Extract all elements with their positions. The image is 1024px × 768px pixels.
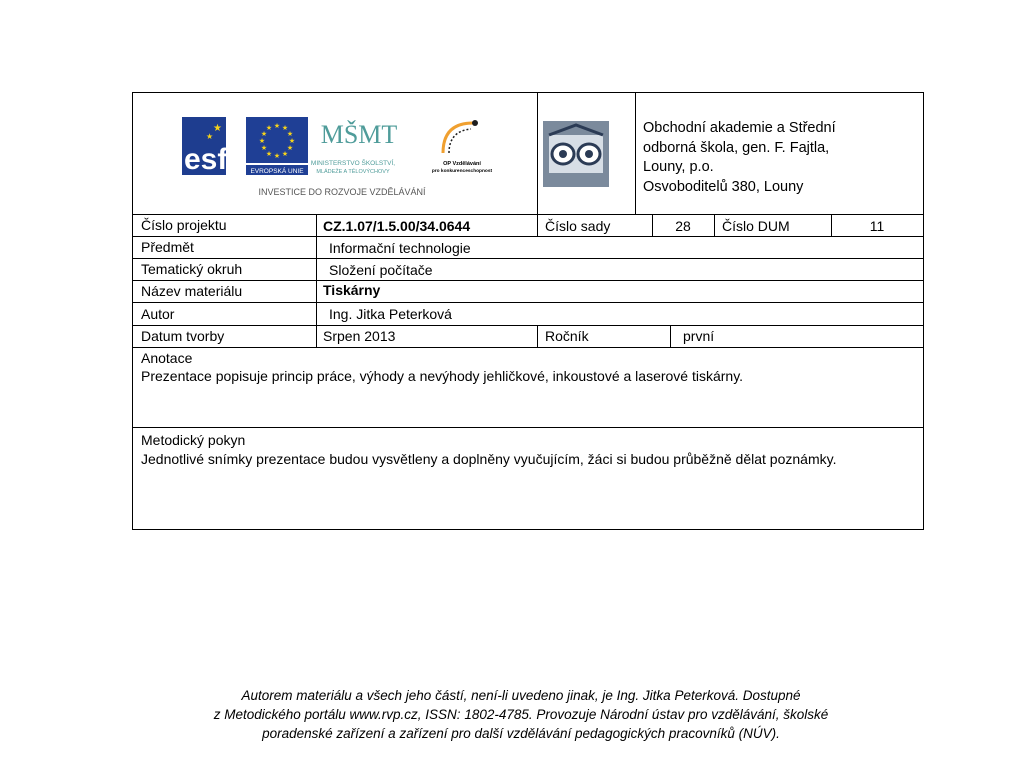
footer-line: Autorem materiálu a všech jeho částí, není-li uvedeno jinak, je Ing. Jitka Peterková. Dostupné [241, 688, 801, 703]
dum-number-label: Číslo DUM [722, 218, 790, 234]
date-value: Srpen 2013 [323, 328, 396, 344]
eu-flag-logo [246, 117, 308, 175]
svg-text:★: ★ [258, 138, 266, 145]
svg-text:★: ★ [265, 125, 273, 132]
op-logo [432, 119, 493, 175]
school-line: Louny, p.o. [643, 159, 714, 175]
row-divider [133, 302, 923, 303]
school-line: odborná škola, gen. F. Fajtla, [643, 139, 830, 156]
col-divider [537, 325, 538, 347]
subject-label: Předmět [141, 239, 194, 255]
esf-logo [182, 117, 228, 176]
row-divider [133, 258, 923, 259]
row-divider [133, 325, 923, 326]
row-divider [133, 280, 923, 281]
subject-value: Informační technologie [329, 240, 471, 256]
topic-value: Složení počítače [329, 262, 433, 278]
svg-text:★: ★ [286, 131, 294, 138]
msmt-subtitle: MLÁDEŽE A TĚLOVÝCHOVY [316, 169, 390, 175]
grade-value: první [683, 328, 715, 344]
annotation-text: Prezentace popisuje princip práce, výhody a nevýhody jehličkové, inkoustové a laserové tiskárny. [141, 368, 744, 384]
footer-line: z Metodického portálu www.rvp.cz, ISSN: 1802-4785. Provozuje Národní ústav pro vzdělávání, školské [213, 707, 829, 722]
col-divider [714, 214, 715, 236]
annotation-block [141, 350, 915, 385]
project-number-label: Číslo projektu [141, 217, 227, 233]
dum-number-value: 11 [869, 218, 885, 234]
svg-text:★: ★ [265, 151, 273, 158]
date-label: Datum tvorby [141, 328, 225, 344]
school-address [643, 119, 915, 197]
col-divider [670, 325, 671, 347]
footer-credits [150, 686, 892, 743]
svg-text:★: ★ [281, 125, 289, 132]
method-text: Jednotlivé snímky prezentace budou vysvětleny a doplněny vyučujícím, žáci si budou průběžně dělat poznámky. [141, 451, 837, 467]
col-divider [537, 214, 538, 236]
svg-text:★: ★ [273, 153, 281, 160]
esf-text: esf [184, 143, 228, 176]
school-logo [543, 121, 609, 187]
project-info-table [132, 92, 924, 530]
project-number-value: CZ.1.07/1.5.00/34.0644 [323, 218, 471, 234]
grade-label: Ročník [545, 328, 589, 344]
author-value: Ing. Jitka Peterková [329, 306, 452, 322]
school-line: Obchodní akademie a Střední [643, 120, 836, 136]
svg-text:★: ★ [286, 145, 294, 152]
method-label: Metodický pokyn [141, 432, 246, 448]
footer-line: poradenské zařízení a zařízení pro další vzdělávání pedagogických pracovníků (NÚV). [262, 726, 780, 741]
investice-banner: INVESTICE DO ROZVOJE VZDĚLÁVÁNÍ [258, 187, 426, 197]
svg-text:★: ★ [213, 123, 222, 134]
svg-text:★: ★ [206, 132, 214, 141]
op-text: pro konkurenceschopnost [431, 169, 493, 174]
svg-text:★: ★ [260, 145, 268, 152]
row-divider [133, 347, 923, 348]
method-block [141, 431, 915, 469]
svg-text:★: ★ [260, 131, 268, 138]
row-divider [133, 427, 923, 428]
msmt-subtitle: MINISTERSTVO ŠKOLSTVÍ, [310, 160, 396, 167]
svg-text:★: ★ [288, 138, 296, 145]
msmt-logo [311, 120, 397, 175]
msmt-text: MŠMT [320, 120, 398, 149]
row-divider [133, 236, 923, 237]
project-logos [177, 107, 497, 215]
set-number-label: Číslo sady [545, 218, 611, 234]
col-divider [537, 93, 538, 214]
col-divider [635, 93, 636, 214]
annotation-label: Anotace [141, 350, 193, 366]
eu-text: EVROPSKÁ UNIE [250, 168, 304, 175]
svg-text:★: ★ [273, 123, 281, 130]
material-value: Tiskárny [323, 282, 381, 298]
material-label: Název materiálu [141, 283, 243, 299]
svg-text:★: ★ [281, 151, 289, 158]
op-text: OP Vzdělávání [443, 161, 481, 167]
school-line: Osvoboditelů 380, Louny [643, 178, 804, 195]
author-label: Autor [141, 306, 175, 322]
set-number-value: 28 [675, 218, 691, 234]
col-divider [316, 214, 317, 347]
topic-label: Tematický okruh [141, 261, 243, 277]
